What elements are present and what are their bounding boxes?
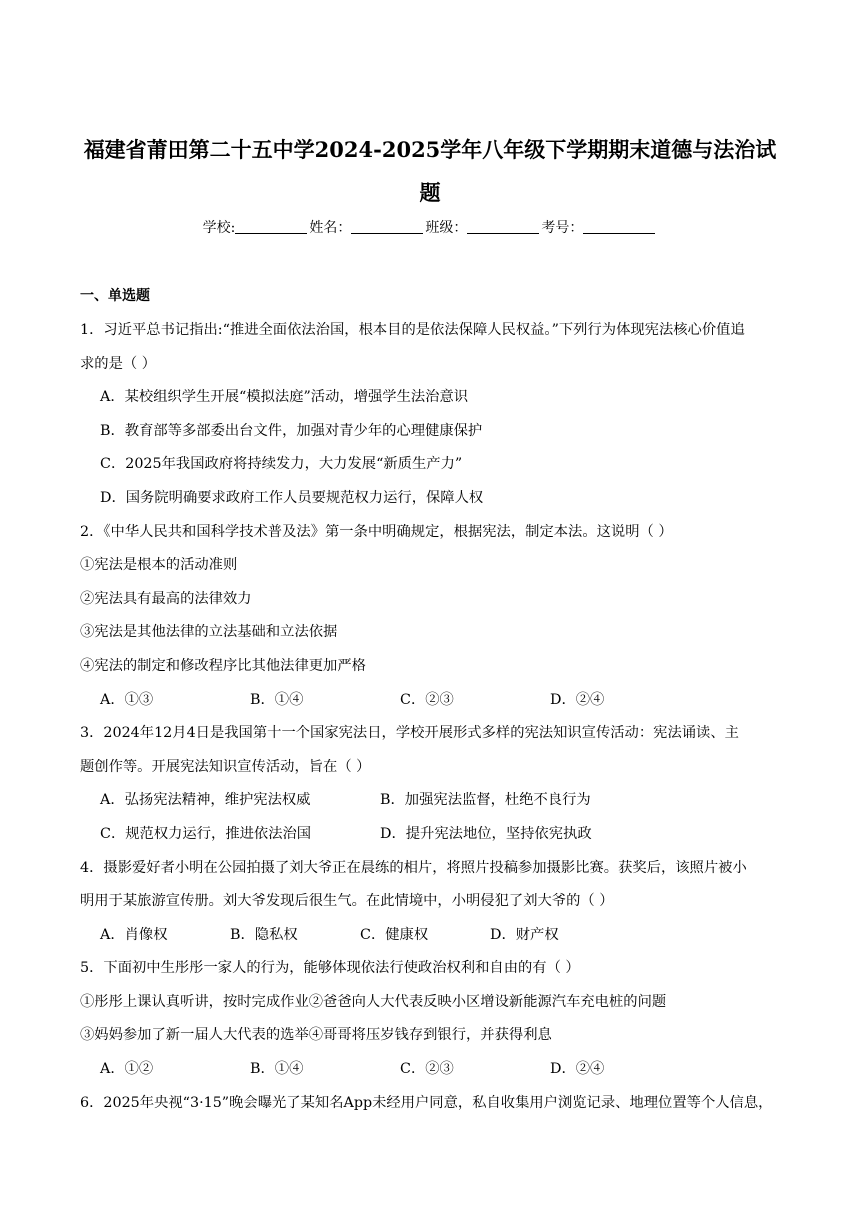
question-6	[80, 1087, 780, 1121]
question-text: 求的是（ ）	[80, 355, 157, 372]
options-row	[80, 1053, 780, 1087]
options-row	[80, 919, 780, 953]
student-info-row	[0, 218, 860, 238]
class-blank	[467, 219, 539, 234]
question-list	[80, 284, 780, 1120]
school-label: 学校:	[202, 220, 236, 236]
title-line-1: 福建省莆田第二十五中学2024-2025学年八年级下学期期末道德与法治试	[83, 137, 777, 162]
option-b: B．①④	[250, 691, 304, 708]
exam-number-label: 考号：	[541, 220, 584, 236]
options-row	[80, 818, 780, 852]
question-text: 2．《中华人民共和国科学技术普及法》第一条中明确规定，根据宪法，制定本法。这说明（ ）	[80, 523, 673, 540]
option-c: C．②③	[400, 1061, 454, 1078]
question-1	[80, 314, 780, 516]
statement-1-2: ①彤彤上课认真听讲，按时完成作业②爸爸向人大代表反映小区增设新能源汽车充电桩的问题	[80, 993, 667, 1010]
question-3	[80, 717, 780, 851]
option-d: D．②④	[550, 691, 605, 708]
school-blank	[235, 219, 307, 234]
option-c: C．②③	[400, 691, 454, 708]
question-2	[80, 516, 780, 718]
question-text: 4．摄影爱好者小明在公园拍摄了刘大爷正在晨练的相片，将照片投稿参加摄影比赛。获奖后，该照片被小	[80, 859, 747, 876]
statement-3-4: ③妈妈参加了新一届人大代表的选举④哥哥将压岁钱存到银行，并获得利息	[80, 1027, 552, 1044]
option-b: B．加强宪法监督，杜绝不良行为	[380, 792, 591, 809]
option-b: B．教育部等多部委出台文件，加强对青少年的心理健康保护	[100, 422, 483, 439]
name-label: 姓名：	[309, 220, 352, 236]
question-text: 明用于某旅游宣传册。刘大爷发现后很生气。在此情境中，小明侵犯了刘大爷的（ ）	[80, 893, 614, 910]
option-a: A．肖像权	[100, 926, 168, 943]
option-d: D．国务院明确要求政府工作人员要规范权力运行，保障人权	[100, 489, 484, 506]
statement-3: ③宪法是其他法律的立法基础和立法依据	[80, 624, 338, 641]
statement-4: ④宪法的制定和修改程序比其他法律更加严格	[80, 657, 366, 674]
statement-1: ①宪法是根本的活动准则	[80, 557, 238, 574]
statement-2: ②宪法具有最高的法律效力	[80, 590, 252, 607]
option-d: D．财产权	[490, 926, 559, 943]
question-text: 3．2024年12月4日是我国第十一个国家宪法日，学校开展形式多样的宪法知识宣传活动：宪法诵读、主	[80, 725, 739, 742]
option-d: D．提升宪法地位，坚持依宪执政	[380, 825, 592, 842]
options-row	[80, 684, 780, 718]
class-label: 班级：	[425, 220, 468, 236]
option-c: C．规范权力运行，推进依法治国	[100, 825, 312, 842]
question-text: 题创作等。开展宪法知识宣传活动，旨在（ ）	[80, 758, 371, 775]
section-heading: 一、单选题	[80, 288, 150, 304]
title-line-2: 题	[419, 180, 441, 205]
option-a: A．①③	[100, 691, 154, 708]
option-d: D．②④	[550, 1061, 605, 1078]
page-title	[60, 128, 800, 214]
option-c: C．2025年我国政府将持续发力，大力发展“新质生产力”	[100, 456, 463, 473]
exam-number-blank	[583, 219, 655, 234]
options-row	[80, 784, 780, 818]
name-blank	[351, 219, 423, 234]
option-b: B．①④	[250, 1061, 304, 1078]
option-c: C．健康权	[360, 926, 429, 943]
question-text: 1．习近平总书记指出:“推进全面依法治国，根本目的是依法保障人民权益。”下列行为体现宪法核心价值追	[80, 322, 745, 338]
question-4	[80, 852, 780, 953]
question-5	[80, 952, 780, 1086]
option-b: B．隐私权	[230, 926, 298, 943]
option-a: A．某校组织学生开展“模拟法庭”活动，增强学生法治意识	[100, 389, 469, 406]
option-a: A．①②	[100, 1061, 154, 1078]
question-text: 6．2025年央视“3·15”晚会曝光了某知名App未经用户同意，私自收集用户浏览记录、地理位置等个人信息，	[80, 1094, 773, 1111]
option-a: A．弘扬宪法精神，维护宪法权威	[100, 792, 311, 809]
question-text: 5．下面初中生彤彤一家人的行为，能够体现依法行使政治权利和自由的有（ ）	[80, 960, 580, 977]
